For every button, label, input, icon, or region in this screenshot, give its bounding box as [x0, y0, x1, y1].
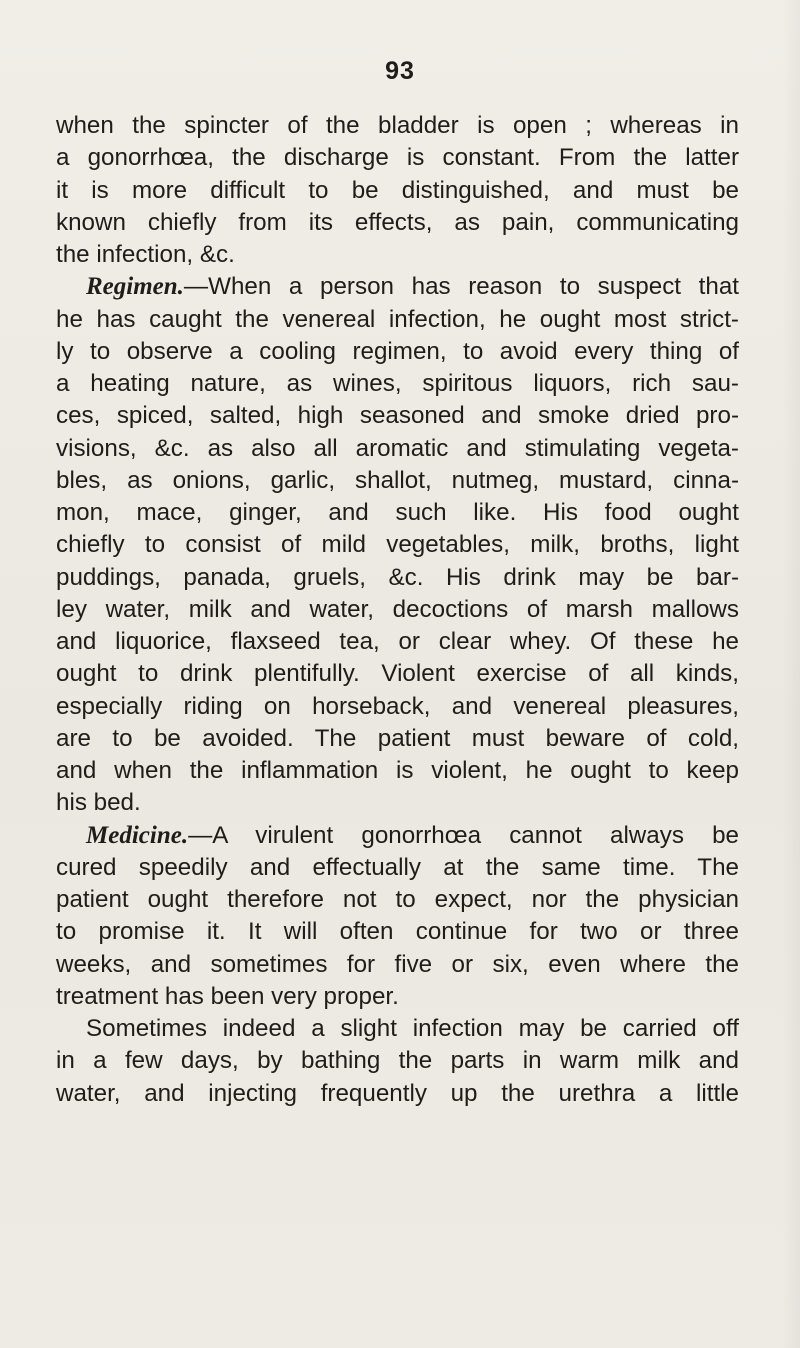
line-text: patient ought therefore not to expect, nor the physician — [56, 886, 739, 913]
text-line — [56, 755, 739, 787]
text-line — [56, 368, 739, 400]
text-line — [56, 1078, 739, 1110]
text-line — [56, 981, 739, 1013]
line-text: —When a person has reason to suspect that — [183, 273, 739, 301]
line-text: it is more difficult to be distinguished, and must be — [56, 176, 739, 204]
text-line — [56, 110, 739, 142]
text-line — [56, 142, 739, 174]
line-text: puddings, panada, gruels, &c. His drink may be bar- — [56, 563, 739, 591]
text-line — [56, 691, 739, 723]
line-text: cured speedily and effectually at the same time. The — [56, 853, 739, 881]
line-text: and liquorice, flaxseed tea, or clear whey. Of these he — [56, 628, 739, 655]
text-line — [56, 626, 739, 658]
line-text: he has caught the venereal infection, he ought most strict- — [56, 305, 739, 333]
text-line — [56, 658, 739, 690]
text-line — [56, 594, 739, 626]
text-line — [56, 1013, 739, 1045]
line-text: water, and injecting frequently up the urethra a little — [56, 1079, 739, 1107]
line-text: bles, as onions, garlic, shallot, nutmeg, mustard, cinna- — [56, 466, 739, 494]
line-text: are to be avoided. The patient must beware of cold, — [56, 724, 739, 752]
text-line — [56, 562, 739, 594]
text-line — [56, 852, 739, 884]
line-text: a heating nature, as wines, spiritous liquors, rich sau- — [56, 370, 739, 397]
section-heading: Medicine. — [86, 821, 189, 849]
text-line — [56, 304, 739, 336]
text-line — [56, 723, 739, 755]
line-text: weeks, and sometimes for five or six, even where the — [56, 950, 739, 978]
line-text: especially riding on horseback, and venereal pleasures, — [56, 692, 739, 720]
line-text: mon, mace, ginger, and such like. His food ought — [56, 499, 739, 526]
text-line — [56, 1045, 739, 1077]
text-line — [56, 529, 739, 561]
line-text: chiefly to consist of mild vegetables, milk, broths, light — [56, 531, 739, 559]
line-text: Sometimes indeed a slight infection may be carried off — [86, 1015, 739, 1042]
line-text: known chiefly from its effects, as pain, communicating — [56, 208, 739, 236]
body-text — [56, 110, 739, 1110]
line-text: ces, spiced, salted, high seasoned and smoke dried pro- — [56, 402, 739, 430]
text-line — [56, 884, 739, 916]
line-text: a gonorrhœa, the discharge is constant. From the latter — [56, 144, 739, 172]
line-text: ly to observe a cooling regimen, to avoid every thing of — [56, 337, 739, 365]
line-text: his bed. — [56, 789, 141, 817]
text-line — [56, 433, 739, 465]
text-line — [56, 465, 739, 497]
line-text: when the spincter of the bladder is open ; whereas in — [56, 112, 739, 139]
text-line — [56, 175, 739, 207]
line-text: the infection, &c. — [56, 241, 235, 268]
line-text: in a few days, by bathing the parts in warm milk and — [56, 1047, 739, 1075]
text-line — [56, 239, 739, 271]
text-line — [56, 207, 739, 239]
line-text: visions, &c. as also all aromatic and stimulating vegeta- — [56, 434, 739, 462]
text-line — [56, 400, 739, 432]
line-text: treatment has been very proper. — [56, 982, 399, 1010]
page-number: 93 — [385, 57, 415, 85]
text-line — [56, 497, 739, 529]
text-line — [56, 271, 739, 303]
line-text: to promise it. It will often continue for two or three — [56, 918, 739, 946]
section-heading: Regimen. — [86, 273, 184, 301]
page-edge-shadow — [782, 0, 800, 1348]
line-text: —A virulent gonorrhœa cannot always be — [188, 821, 739, 849]
line-text: ought to drink plentifully. Violent exercise of all kinds, — [56, 660, 739, 688]
text-line — [56, 820, 739, 852]
text-line — [56, 787, 739, 819]
text-line — [56, 916, 739, 948]
line-text: ley water, milk and water, decoctions of marsh mallows — [56, 595, 739, 623]
text-line — [56, 949, 739, 981]
text-line — [56, 336, 739, 368]
line-text: and when the inflammation is violent, he ought to keep — [56, 757, 739, 784]
